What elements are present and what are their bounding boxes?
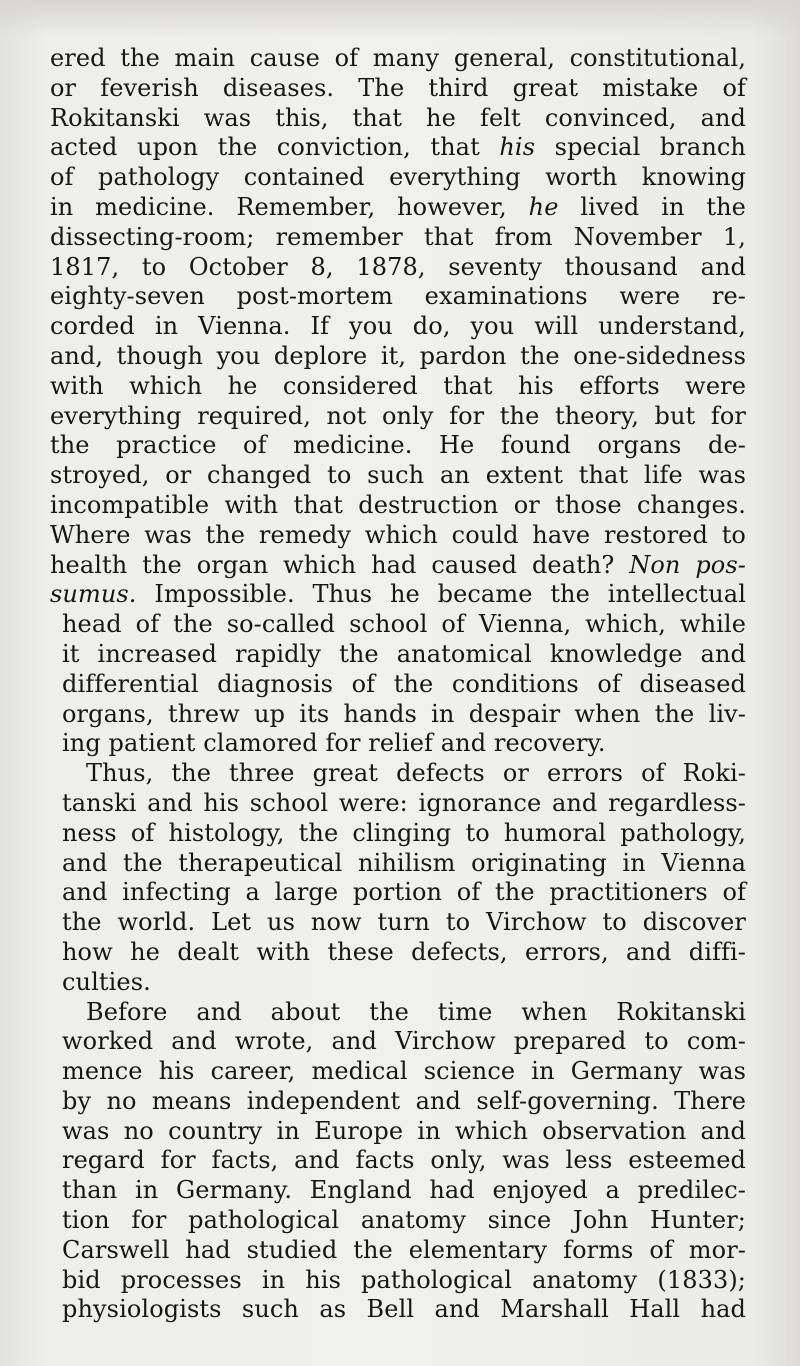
text-line: with which he considered that his efforts were <box>50 371 746 400</box>
text-line: regard for facts, and facts only, was less esteemed <box>62 1146 746 1175</box>
text-line: ness of histology, the clinging to humoral pathology, <box>62 818 746 847</box>
text-line: eighty-seven post-mortem examinations were re- <box>50 282 746 311</box>
text-line: tion for pathological anatomy since John Hunter; <box>62 1206 746 1235</box>
text-line: the practice of medicine. He found organs de- <box>50 431 746 460</box>
paragraph-first-line: Before and about the time when Rokitanski <box>86 997 746 1026</box>
text-line: tanski and his school were: ignorance and regardless- <box>62 788 746 817</box>
page-edge-shadow <box>0 0 800 38</box>
text-line: and the therapeutical nihilism originating in Vienna <box>62 848 746 877</box>
paragraph-first-line: Thus, the three great defects or errors of Roki- <box>86 759 746 788</box>
text-line: worked and wrote, and Virchow prepared to com- <box>62 1027 746 1056</box>
text-line-with-italic-latin: health the organ which had caused death? Non pos- <box>50 550 746 579</box>
text-line: organs, threw up its hands in despair when the liv- <box>62 699 746 728</box>
text-line-with-italic-his: acted upon the conviction, that his special branch <box>50 133 746 162</box>
body-text <box>50 44 746 1325</box>
text-line: ered the main cause of many general, constitutional, <box>50 44 746 72</box>
text-line: culties. <box>62 967 151 996</box>
text-line: mence his career, medical science in Germany was <box>62 1057 746 1086</box>
text-line: it increased rapidly the anatomical knowledge and <box>62 639 746 668</box>
text-line: incompatible with that destruction or those changes. <box>50 490 746 519</box>
text-line: ing patient clamored for relief and recovery. <box>62 729 606 758</box>
text-line: how he dealt with these defects, errors, and diffi- <box>62 937 746 966</box>
text-line: by no means independent and self-governing. There <box>62 1086 746 1115</box>
text-line-with-italic-he: in medicine. Remember, however, he lived in the <box>50 192 746 221</box>
text-line: was no country in Europe in which observation and <box>62 1116 746 1145</box>
text-line: stroyed, or changed to such an extent that life was <box>50 461 746 490</box>
text-line: corded in Vienna. If you do, you will understand, <box>50 312 746 341</box>
text-line: dissecting-room; remember that from November 1, <box>50 222 746 251</box>
text-line: and infecting a large portion of the practitioners of <box>62 878 746 907</box>
text-line: 1817, to October 8, 1878, seventy thousand and <box>50 252 746 281</box>
text-line: Carswell had studied the elementary forms of mor- <box>62 1235 746 1264</box>
text-line: than in Germany. England had enjoyed a predilec- <box>62 1176 746 1205</box>
text-line: physiologists such as Bell and Marshall Hall had <box>62 1295 746 1324</box>
text-line: the world. Let us now turn to Virchow to discover <box>62 908 746 937</box>
text-line: Where was the remedy which could have restored to <box>50 520 746 549</box>
text-line: of pathology contained everything worth knowing <box>50 163 746 192</box>
text-line: differential diagnosis of the conditions of diseased <box>62 669 746 698</box>
text-line: and, though you deplore it, pardon the one-sidedness <box>50 341 746 370</box>
text-line: or feverish diseases. The third great mistake of <box>50 73 746 102</box>
text-line: bid processes in his pathological anatomy (1833); <box>62 1265 746 1294</box>
text-line-with-italic-latin: sumus. Impossible. Thus he became the intellectual <box>50 580 746 609</box>
text-line: Rokitanski was this, that he felt convinced, and <box>50 103 746 132</box>
text-line: head of the so-called school of Vienna, which, while <box>62 610 746 639</box>
text-line: everything required, not only for the theory, but for <box>50 401 746 430</box>
